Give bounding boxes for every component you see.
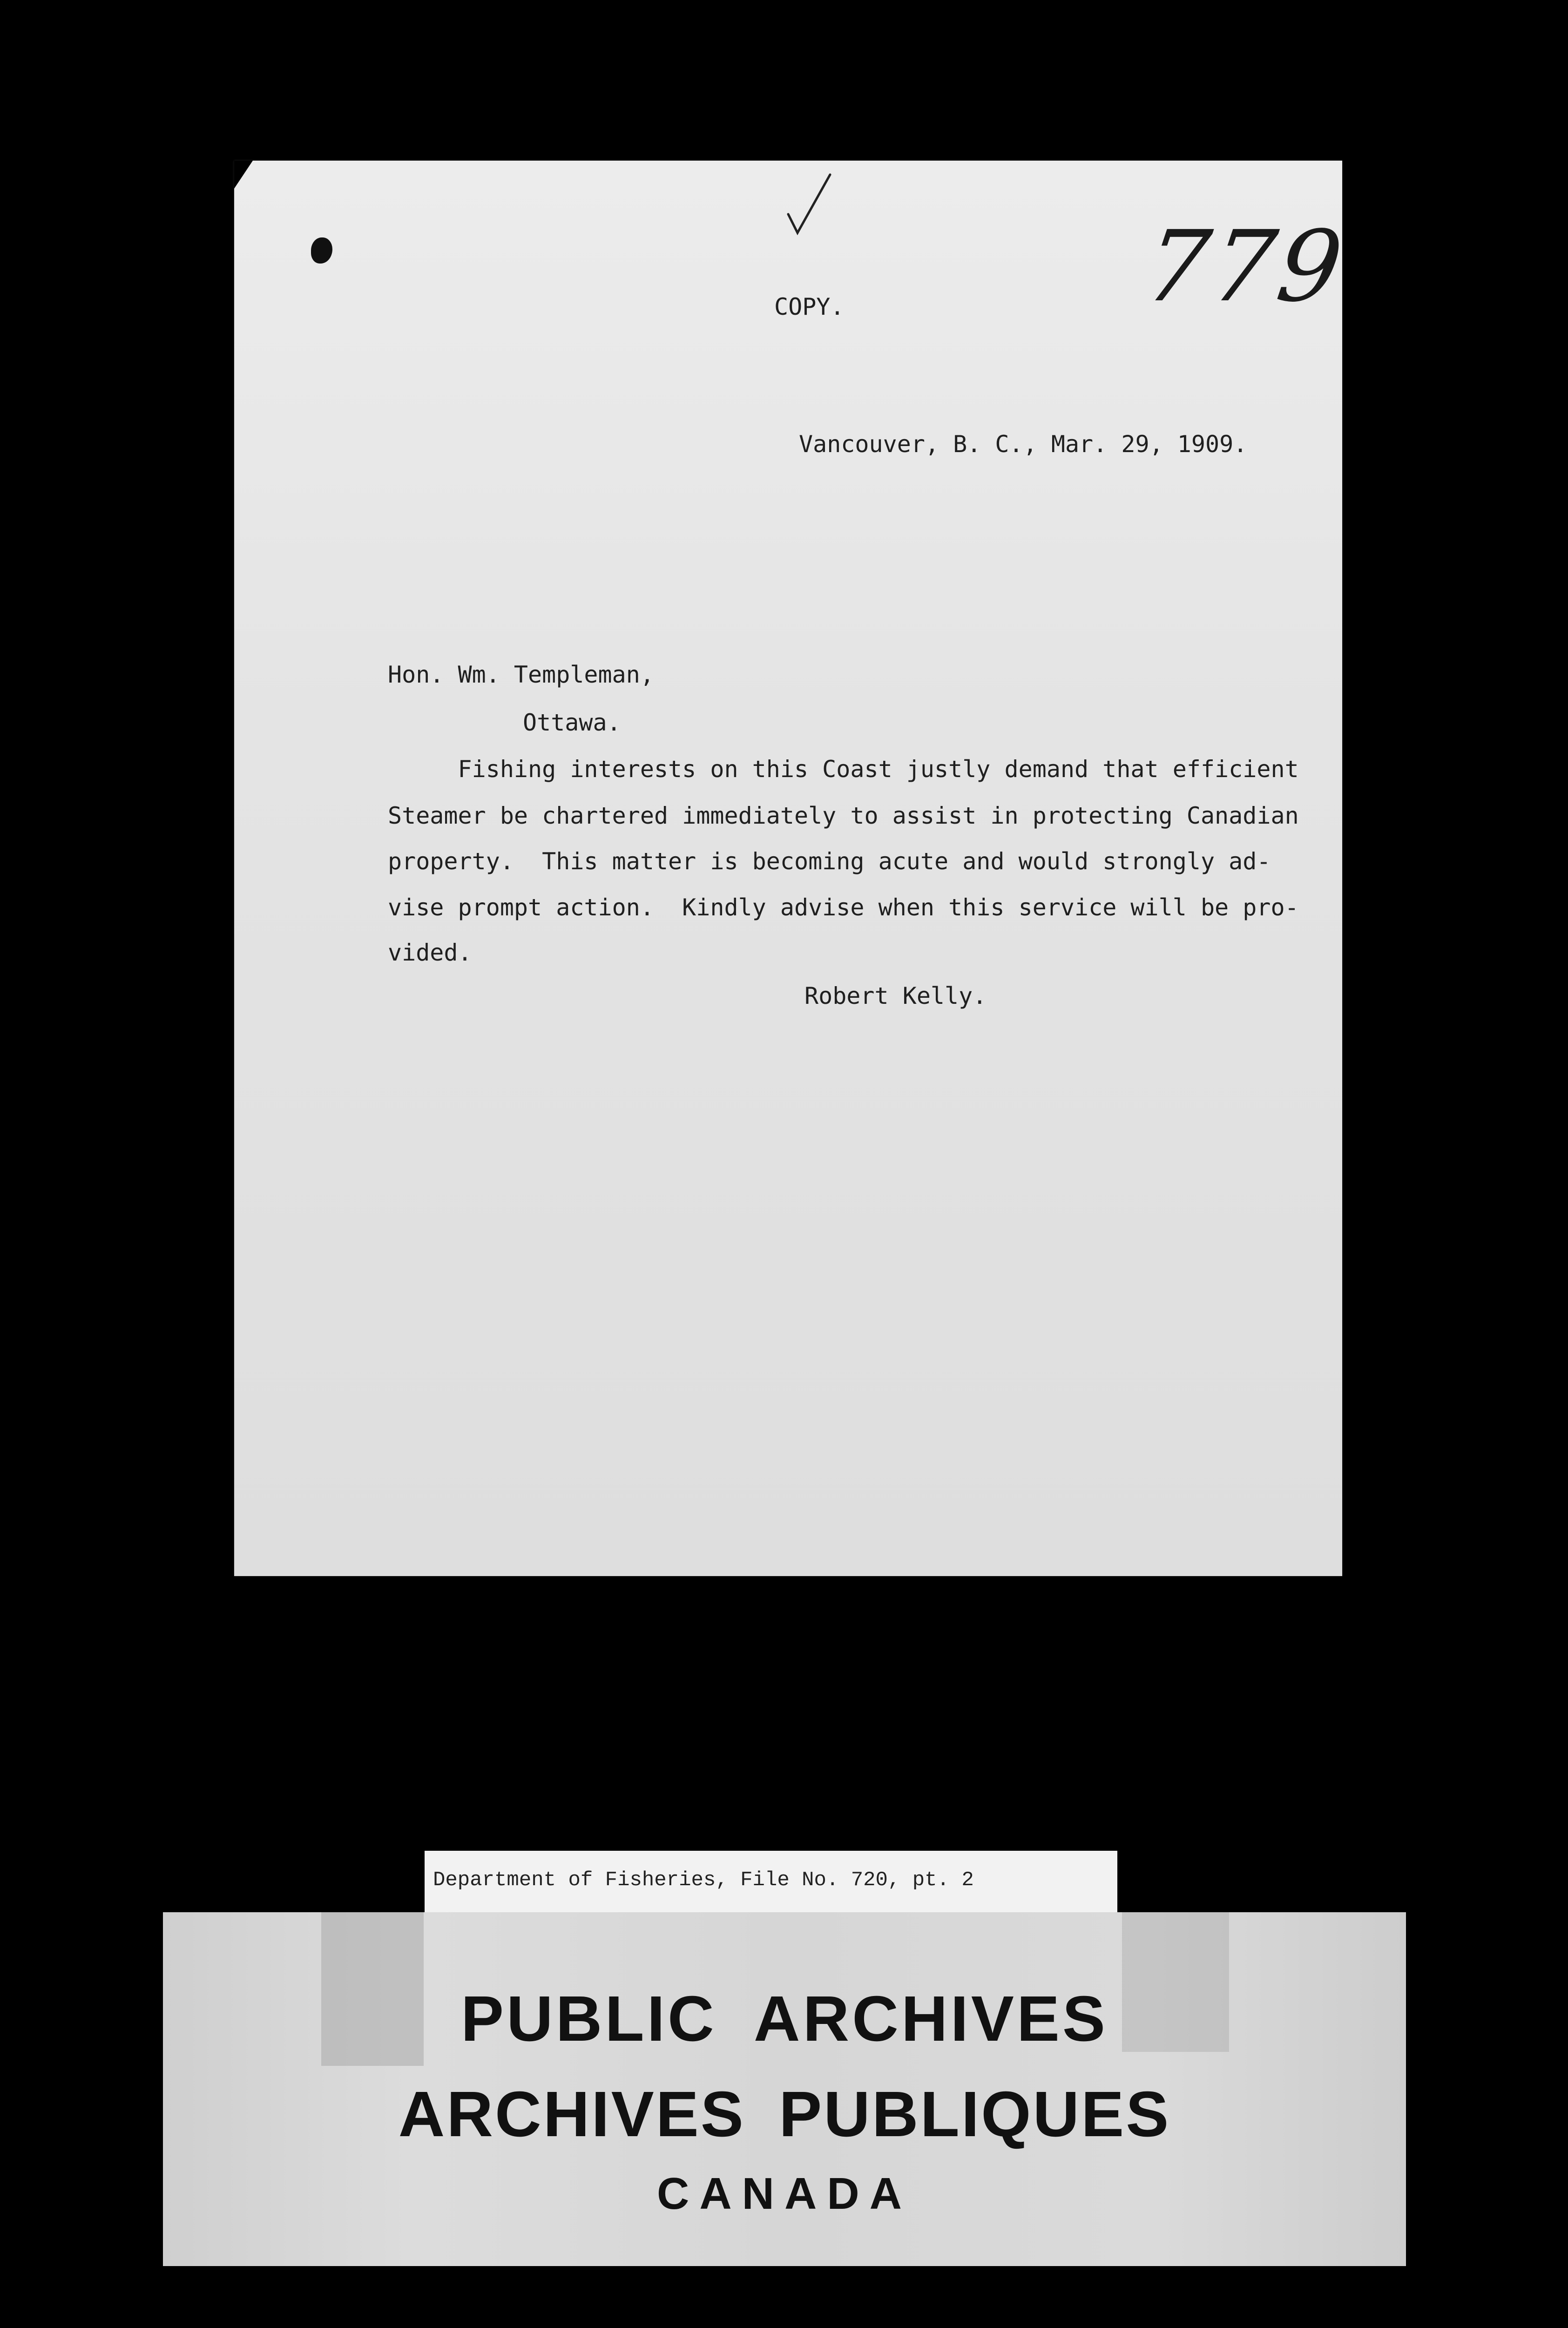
copy-heading: COPY. [774,293,845,320]
stamp-country-line: CANADA [657,2169,912,2219]
stamp-english-line: PUBLIC ARCHIVES [461,1983,1108,2055]
address-city: Ottawa. [523,709,621,736]
file-reference-label [425,1851,1117,1912]
body-line: Fishing interests on this Coast justly demand that efficient [388,756,1299,783]
body-line: property. This matter is becoming acute and would strongly ad- [388,848,1271,875]
public-archives-stamp [163,1912,1406,2266]
signature: Robert Kelly. [804,982,987,1009]
stamp-french-line: ARCHIVES PUBLIQUES [398,2078,1171,2150]
check-mark-icon [784,170,835,235]
folio-number: 779 [1138,210,1353,324]
body-line: vise prompt action. Kindly advise when this service will be pro- [388,894,1299,921]
body-line: vided. [388,939,472,966]
addressee: Hon. Wm. Templeman, [388,661,654,688]
punch-hole [311,237,332,264]
document-page [234,161,1353,1576]
body-line: Steamer be chartered immediately to assist in protecting Canadian [388,802,1299,829]
file-reference-text: Department of Fisheries, File No. 720, pt. 2 [433,1868,974,1892]
folded-corner [234,161,253,189]
dateline: Vancouver, B. C., Mar. 29, 1909. [799,431,1248,458]
